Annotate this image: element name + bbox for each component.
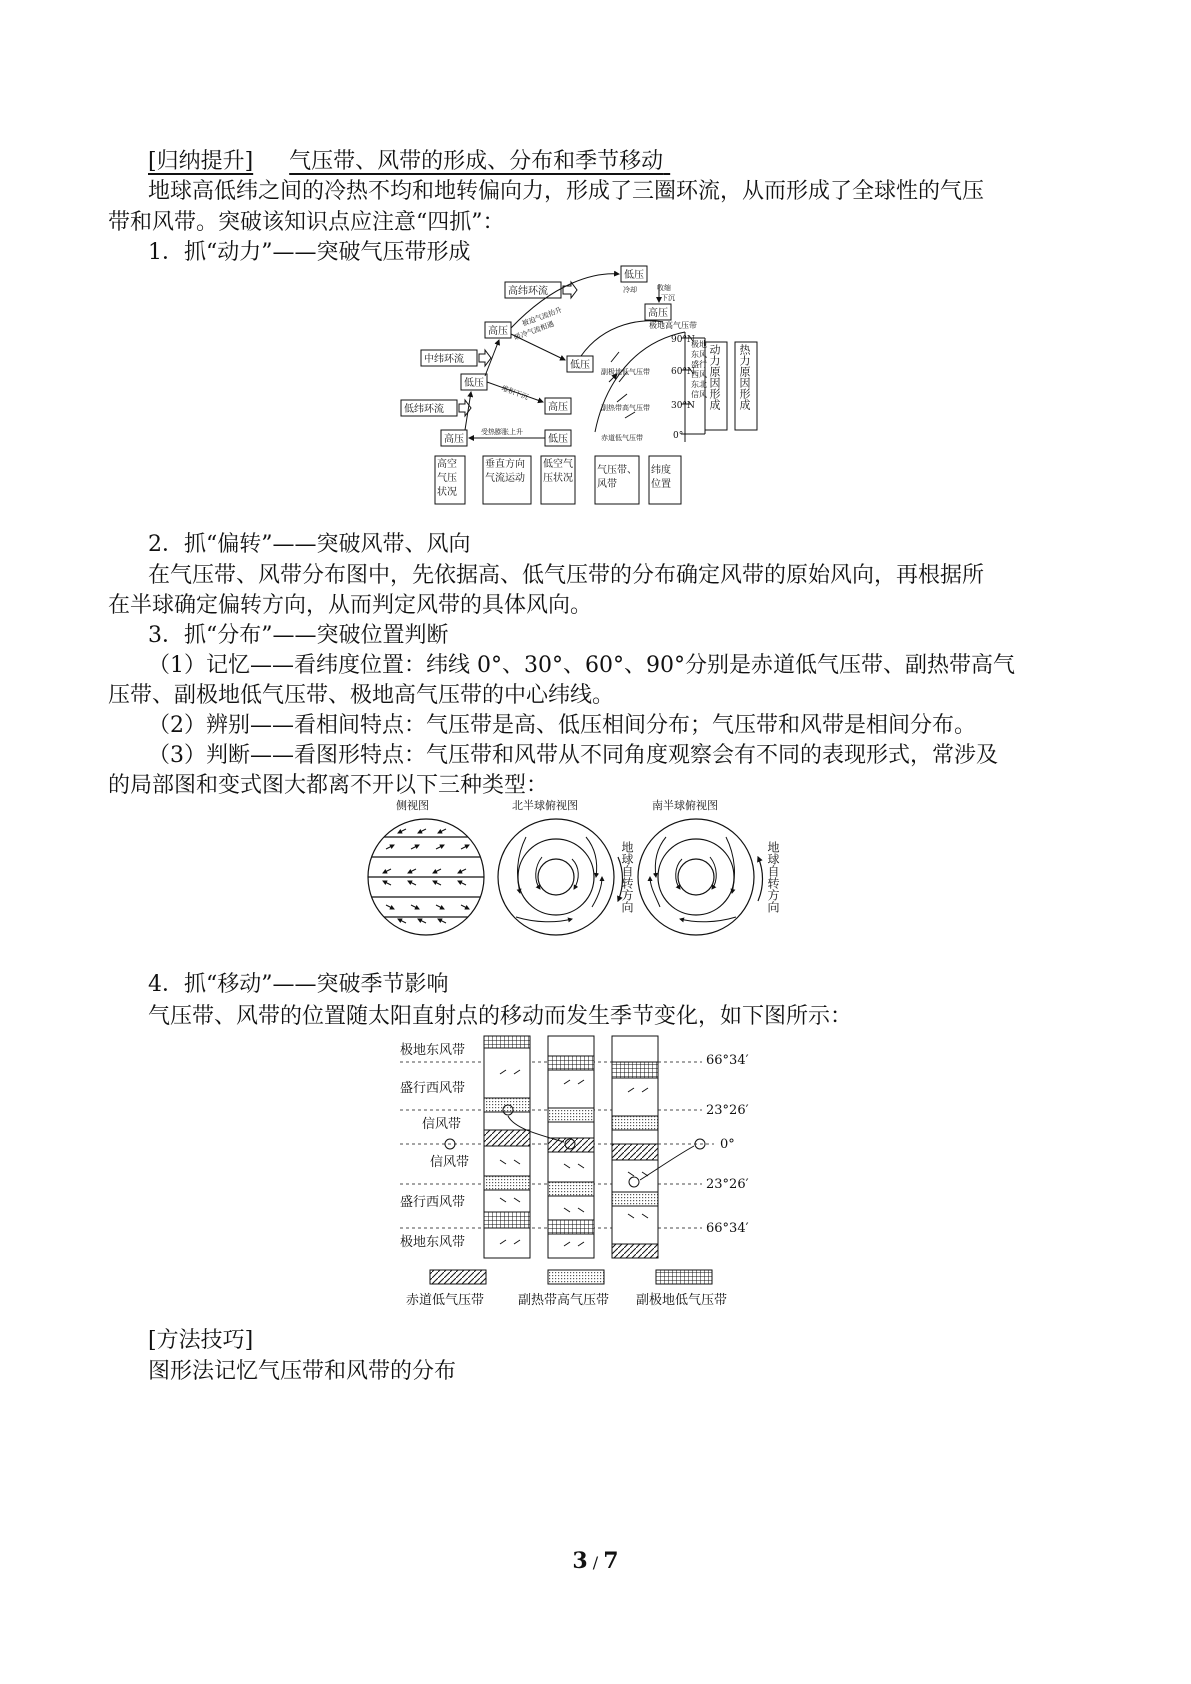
d1-sub-polar-low: 副极地低气压带	[601, 368, 650, 376]
d1-lat-30: 30°N	[671, 401, 695, 411]
section-label: [归纳提升]	[148, 149, 254, 174]
point-3-a-2: 压带、副极地低气压带、极地高气压带的中心纬线。	[108, 683, 615, 708]
d1-sink-1: 收缩	[657, 284, 671, 292]
d3-belt-5: 盛行西风带	[400, 1195, 466, 1210]
d3-belt-3: 信风带	[422, 1117, 462, 1132]
d2-south-circle	[638, 819, 754, 935]
d1-subtropic-high: 副热带高气压带	[601, 404, 650, 412]
page-number: 3 / 7	[572, 1548, 619, 1574]
page-current: 3	[572, 1548, 588, 1574]
point-3-a-1: （1）记忆——看纬度位置：纬线 0°、30°、60°、90°分别是赤道低气压带、副热带高气	[148, 653, 1015, 678]
d1-high-2: 高压	[488, 326, 508, 337]
d3-belt-2: 盛行西风带	[400, 1081, 466, 1096]
d2-south-view: 南半球俯视图	[652, 799, 718, 812]
point-2-line-1: 在气压带、风带分布图中，先依据高、低气压带的分布确定风带的原始风向，再根据所	[148, 563, 985, 588]
d1-low-1: 低压	[624, 270, 644, 281]
method-text: 图形法记忆气压带和风带的分布	[148, 1359, 457, 1384]
d2-rotation-south: 地球自转方向	[766, 841, 780, 913]
d1-low-4: 低压	[548, 434, 568, 445]
seasonal-diagram	[396, 1032, 776, 1310]
legend-subtropic-swatch	[548, 1270, 604, 1284]
legend-subpolar-swatch	[656, 1270, 712, 1284]
d2-rotation-north: 地球自转方向	[620, 841, 634, 913]
d1-upper-pressure: 高空气压状况	[437, 459, 457, 498]
d3-lat-4: 23°26′	[706, 1177, 749, 1192]
d1-low-3: 低压	[464, 378, 484, 389]
d1-equator-low: 赤道低气压带	[601, 434, 643, 442]
point-3-c-2: 的局部图和变式图大都离不开以下三种类型：	[108, 773, 549, 798]
d1-sink-2: 下沉	[661, 294, 675, 302]
d1-polar-east: 极地东风	[691, 340, 707, 359]
point-4-line: 气压带、风带的位置随太阳直射点的移动而发生季节变化，如下图所示：	[148, 1004, 853, 1029]
d1-warm-meet-cold: 暖冷气流相遇	[512, 319, 556, 342]
d3-belt-4: 信风带	[430, 1155, 470, 1170]
intro-line-2: 带和风带。突破该知识点应注意“四抓”：	[108, 210, 505, 235]
d1-piled-sink: 堆积下沉	[500, 384, 530, 402]
d2-north-circle	[498, 819, 614, 935]
d3-column-1	[484, 1036, 530, 1258]
d2-north-view: 北半球俯视图	[512, 799, 578, 812]
point-3-c-1: （3）判断——看图形特点：气压带和风带从不同角度观察会有不同的表现形式，常涉及	[148, 743, 998, 768]
d1-high-3: 高压	[548, 402, 568, 413]
d1-cooling: 冷却	[623, 286, 637, 294]
d1-low-lat-circ: 低纬环流	[404, 404, 444, 415]
d1-latitude-pos: 纬度位置	[651, 465, 671, 490]
intro-line-1: 地球高低纬之间的冷热不均和地转偏向力，形成了三圈环流，从而形成了全球性的气压	[148, 179, 985, 204]
views-diagram	[366, 797, 786, 947]
d3-belt-1: 极地东风带	[400, 1043, 466, 1058]
d2-side-view: 侧视图	[396, 799, 429, 812]
section-heading	[148, 147, 783, 177]
legend-equator-swatch	[430, 1270, 486, 1284]
d1-dynamic: 动力原因形成	[708, 344, 721, 410]
d3-lat-3: 0°	[720, 1137, 735, 1152]
legend-subpolar: 副极地低气压带	[636, 1293, 728, 1308]
page-total: 7	[603, 1548, 619, 1574]
d1-high-lat-circ: 高纬环流	[508, 286, 548, 297]
d1-lat-60: 60°N	[671, 367, 695, 377]
d1-heated-rise: 受热膨胀上升	[481, 428, 523, 436]
point-2-title: 2．抓“偏转”——突破风带、风向	[148, 532, 471, 557]
d3-lat-1: 66°34′	[706, 1053, 749, 1068]
d1-high-1: 高压	[648, 308, 668, 319]
d3-belt-6: 极地东风带	[400, 1235, 466, 1250]
d3-lat-2: 23°26′	[706, 1103, 749, 1118]
d3-column-2	[548, 1036, 594, 1258]
d1-blocked-rise: 被迫气流抬升	[520, 305, 564, 328]
point-1-title: 1．抓“动力”——突破气压带形成	[148, 240, 471, 265]
d1-pressure-wind: 气压带、风带	[597, 465, 637, 490]
d1-mid-lat-circ: 中纬环流	[424, 354, 464, 365]
point-4-title: 4．抓“移动”——突破季节影响	[148, 972, 449, 997]
d1-high-4: 高压	[444, 434, 464, 445]
d1-lower-pressure: 低空气压状况	[543, 459, 573, 484]
d1-vertical-flow: 垂直方向气流运动	[485, 459, 525, 484]
point-3-b: （2）辨别——看相间特点：气压带是高、低压相间分布；气压带和风带是相间分布。	[148, 713, 976, 738]
d1-thermal: 热力原因形成	[738, 344, 751, 410]
legend-equator: 赤道低气压带	[406, 1293, 485, 1308]
legend-subtropic: 副热带高气压带	[518, 1293, 610, 1308]
d3-column-3	[612, 1036, 658, 1258]
point-2-line-2: 在半球确定偏转方向，从而判定风带的具体风向。	[108, 593, 593, 618]
d1-lat-90: 90°N	[671, 335, 695, 345]
d1-westerly: 盛行西风	[691, 360, 707, 379]
method-label: [方法技巧]	[148, 1328, 254, 1353]
circulation-diagram	[395, 262, 775, 510]
d1-polar-high: 极地高气压带	[649, 321, 697, 330]
d3-lat-5: 66°34′	[706, 1221, 749, 1236]
point-3-title: 3．抓“分布”——突破位置判断	[148, 623, 449, 648]
d1-ne-trade: 东北信风	[691, 380, 707, 399]
d1-lat-0: 0°	[673, 431, 684, 441]
d1-low-2: 低压	[570, 360, 590, 371]
section-title: 气压带、风带的形成、分布和季节移动	[289, 149, 664, 174]
